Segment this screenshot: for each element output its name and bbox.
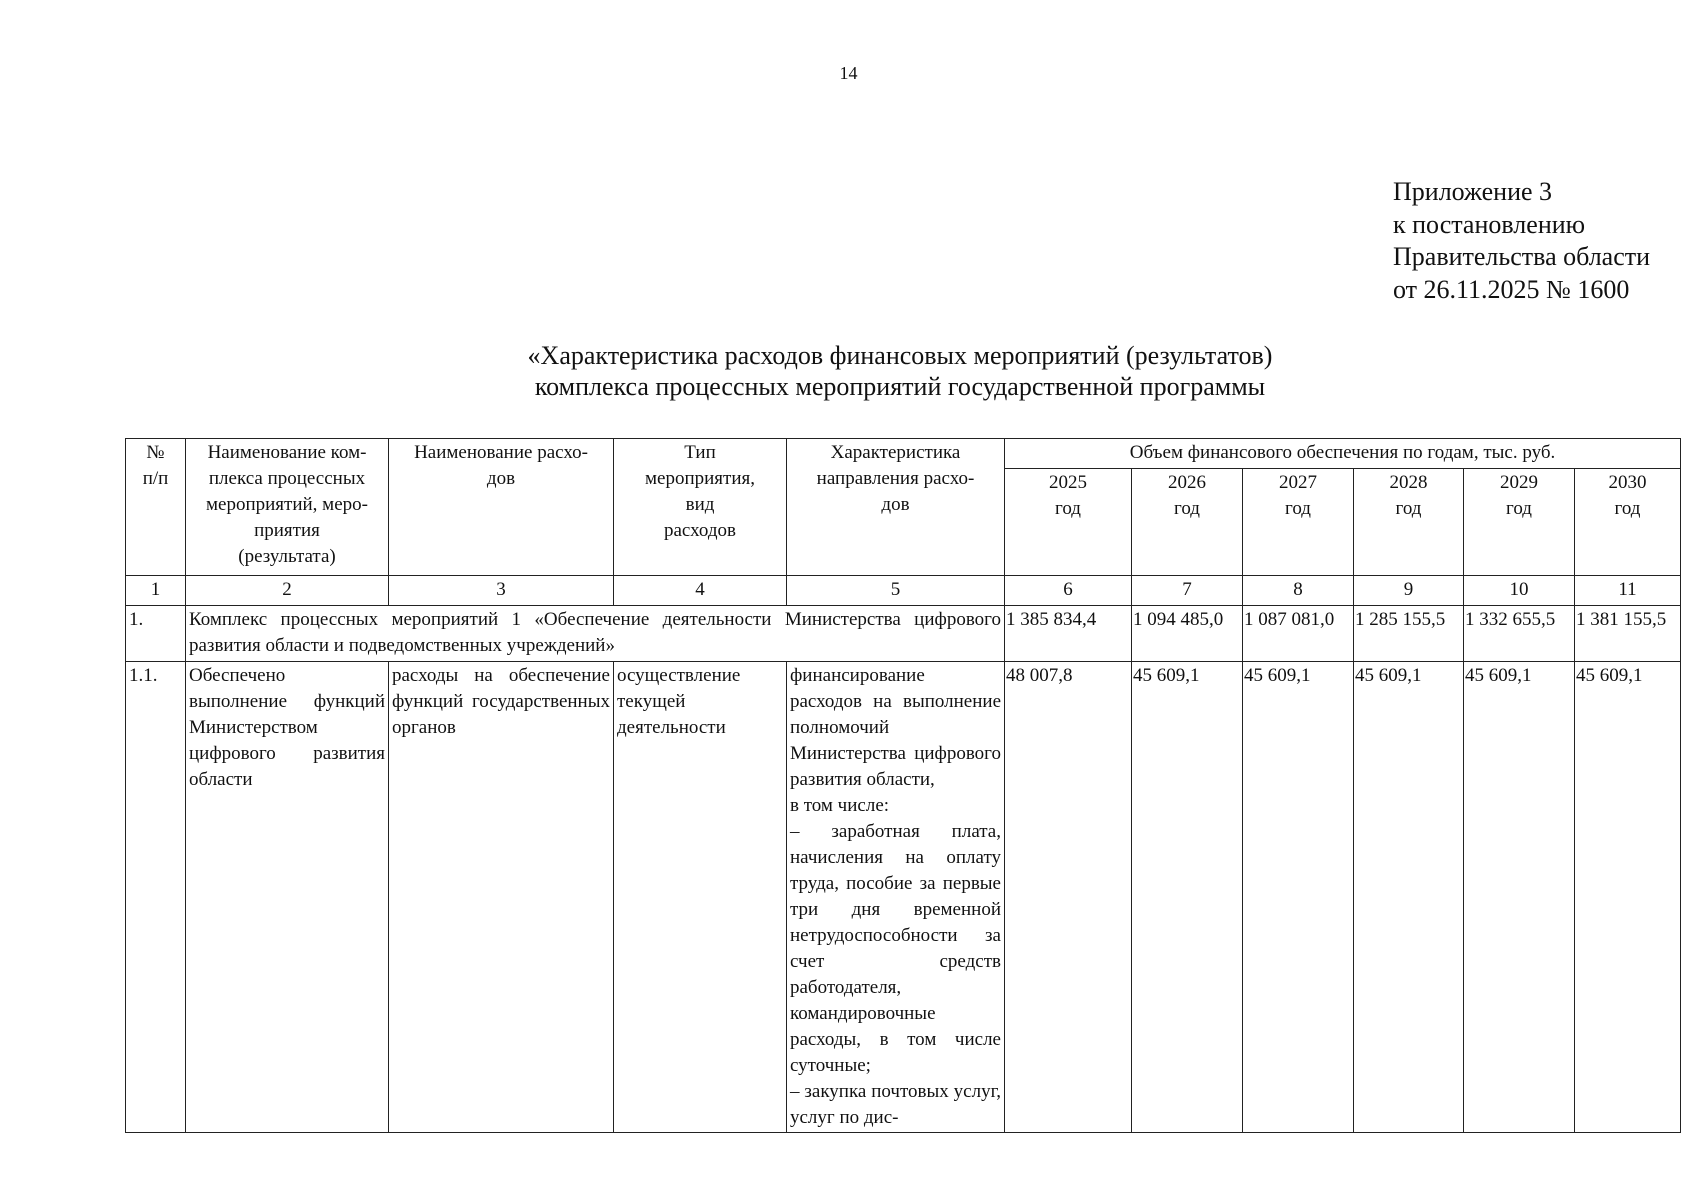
row-num: 1.1. (126, 662, 186, 1133)
finance-table (125, 438, 1681, 1133)
row-value: 1 087 081,0 (1243, 606, 1354, 662)
appendix-line: Приложение 3 (1393, 177, 1553, 206)
row-direction: финансирование расходов на выполнение полномочий Министерства цифрового развития области, в том числе: – заработная плата, начисления на оплату труда, пособие за первые три дня временной нетрудоспособности за счет средств работодателя, командировочные расходы, в том числе суточные; – закупка почтовых услуг, услуг по дис- (787, 662, 1005, 1133)
row-type: осуществление текущей деятельности (614, 662, 787, 1133)
column-number: 10 (1464, 576, 1575, 606)
header-year: 2030 год (1575, 469, 1681, 576)
title-line: комплекса процессных мероприятий государственной программы (534, 372, 1266, 401)
appendix-line: от 26.11.2025 № 1600 (1393, 274, 1630, 304)
row-value: 1 385 834,4 (1005, 606, 1132, 662)
column-number-row (126, 576, 1681, 606)
column-number: 8 (1243, 576, 1354, 606)
header-complex-name: Наименование ком- плекса процессных мероприятий, меро- приятия (результата) (186, 439, 389, 576)
header-num: № п/п (126, 439, 186, 576)
row-value: 1 285 155,5 (1354, 606, 1464, 662)
appendix-line: к постановлению (1393, 209, 1586, 239)
row-value: 1 381 155,5 (1575, 606, 1681, 662)
appendix-line: Правительства области (1393, 242, 1651, 271)
header-direction: Характеристика направления расхо- дов (787, 439, 1005, 576)
header-year: 2026 год (1132, 469, 1243, 576)
column-number: 1 (126, 576, 186, 606)
row-value: 1 094 485,0 (1132, 606, 1243, 662)
row-value: 45 609,1 (1243, 662, 1354, 1133)
document-title (0, 340, 1697, 402)
header-year: 2025 год (1005, 469, 1132, 576)
row-num: 1. (126, 606, 186, 662)
header-year: 2029 год (1464, 469, 1575, 576)
row-expense: расходы на обеспечение функций государственных органов (389, 662, 614, 1133)
row-value: 45 609,1 (1132, 662, 1243, 1133)
column-number: 7 (1132, 576, 1243, 606)
header-year: 2028 год (1354, 469, 1464, 576)
row-value: 45 609,1 (1575, 662, 1681, 1133)
row-value: 48 007,8 (1005, 662, 1132, 1133)
appendix-block (1393, 176, 1650, 306)
header-finance: Объем финансового обеспечения по годам, тыс. руб. (1005, 439, 1681, 469)
header-event-type: Тип мероприятия, вид расходов (614, 439, 787, 576)
table-row (126, 662, 1681, 1133)
column-number: 11 (1575, 576, 1681, 606)
column-number: 6 (1005, 576, 1132, 606)
row-value: 1 332 655,5 (1464, 606, 1575, 662)
table-row (126, 606, 1681, 662)
column-number: 4 (614, 576, 787, 606)
column-number: 9 (1354, 576, 1464, 606)
title-line: «Характеристика расходов финансовых мероприятий (результатов) (527, 341, 1273, 370)
page-number: 14 (839, 63, 858, 83)
row-name: Комплекс процессных мероприятий 1 «Обеспечение деятельности Министерства цифрового развития области и подведомственных учреждений» (186, 606, 1005, 662)
row-value: 45 609,1 (1354, 662, 1464, 1133)
column-number: 2 (186, 576, 389, 606)
row-name: Обеспечено выполнение функций Министерством цифрового развития области (186, 662, 389, 1133)
header-year: 2027 год (1243, 469, 1354, 576)
row-value: 45 609,1 (1464, 662, 1575, 1133)
column-number: 3 (389, 576, 614, 606)
header-expense-name: Наименование расхо- дов (389, 439, 614, 576)
column-number: 5 (787, 576, 1005, 606)
